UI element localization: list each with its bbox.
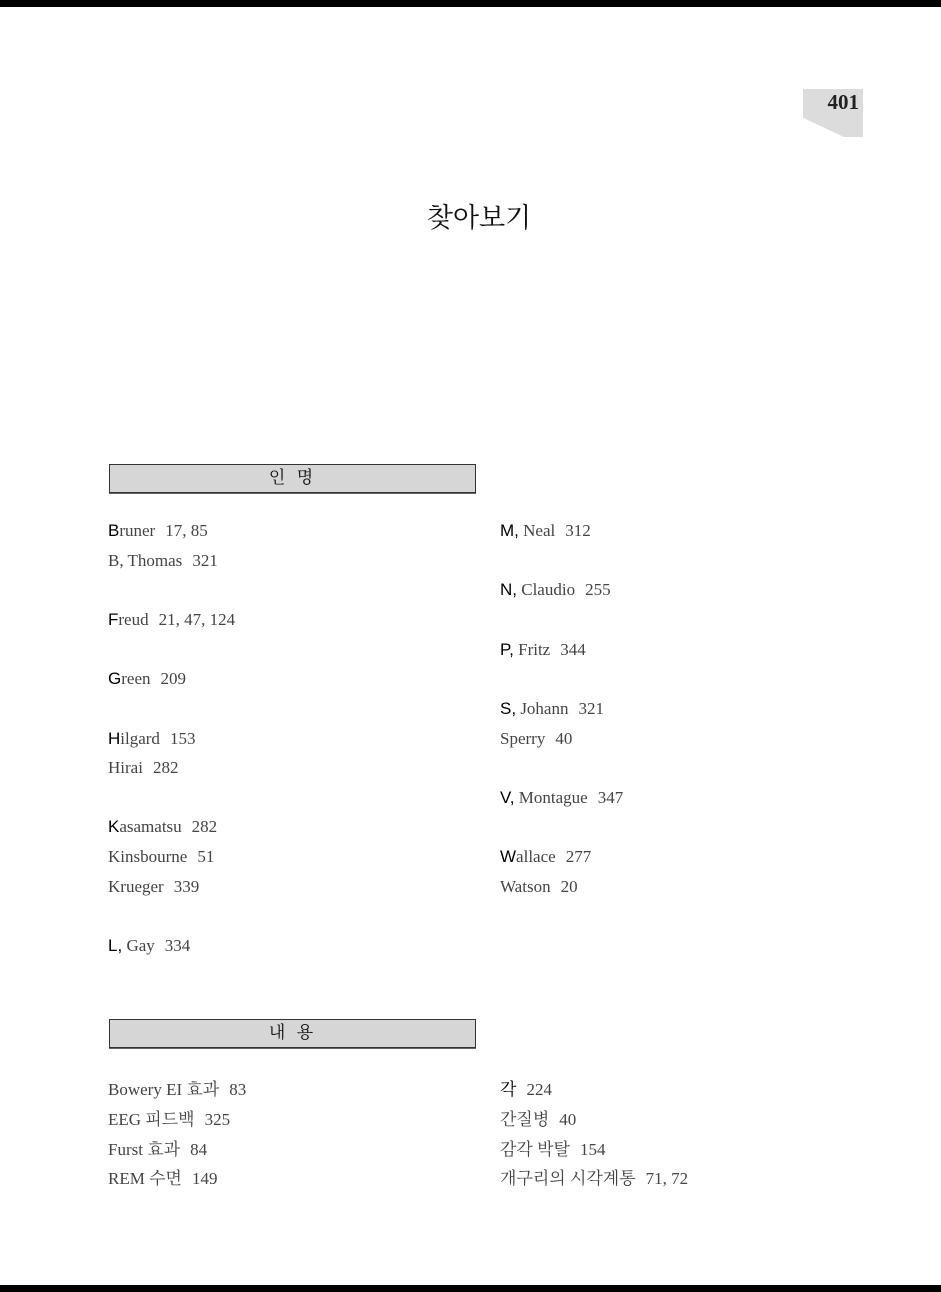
entry-term: Neal (518, 521, 556, 540)
entry-initial: P, (500, 640, 514, 659)
section-heading-names: 인 명 (109, 464, 476, 493)
entry-term: ilgard (120, 729, 160, 748)
entry-term: Hirai (108, 758, 143, 777)
entry-pages: 17, 85 (165, 521, 208, 540)
entry-initial: S, (500, 699, 517, 718)
index-entry (500, 876, 578, 898)
entry-term: Furst 효과 (108, 1140, 181, 1159)
entry-pages: 224 (526, 1080, 552, 1099)
entry-term: Watson (500, 877, 551, 896)
entry-term: Sperry (500, 729, 546, 748)
index-entry (108, 757, 178, 779)
index-entry (108, 876, 199, 898)
index-entry (500, 728, 572, 750)
entry-pages: 40 (559, 1110, 577, 1129)
entry-term: B, Thomas (108, 551, 183, 570)
index-entry (500, 579, 611, 601)
index-entry (108, 935, 190, 957)
entry-term: runer (119, 521, 156, 540)
index-entry (108, 846, 214, 868)
entry-initial: W (500, 847, 517, 866)
index-entry (108, 1139, 207, 1161)
entry-pages: 339 (173, 877, 200, 896)
entry-term: asamatsu (119, 817, 182, 836)
entry-pages: 20 (560, 877, 578, 896)
entry-term: allace (516, 847, 556, 866)
entry-term: 감각 박탈 (500, 1140, 570, 1159)
entry-pages: 153 (169, 729, 196, 748)
index-entry (500, 787, 623, 809)
entry-initial: V, (500, 788, 515, 807)
index-entry (500, 1168, 688, 1190)
index-entry (500, 846, 591, 868)
entry-initial: N, (500, 580, 517, 599)
entry-term: Kinsbourne (108, 847, 188, 866)
index-entry (108, 550, 218, 572)
entry-initial: F (108, 610, 119, 629)
entry-pages: 84 (190, 1140, 208, 1159)
entry-pages: 334 (164, 936, 191, 955)
bottom-border (0, 1285, 941, 1292)
entry-term: Johann (516, 699, 569, 718)
entry-pages: 51 (197, 847, 215, 866)
entry-term: Montague (514, 788, 588, 807)
page-title: 찾아보기 (426, 203, 532, 234)
section-heading-contents: 내 용 (109, 1019, 476, 1048)
entry-initial: B (108, 521, 120, 540)
entry-initial: G (108, 669, 122, 688)
index-entry (500, 1139, 605, 1161)
index-entry (500, 639, 586, 661)
index-entry (108, 1109, 230, 1131)
index-entry (108, 668, 186, 690)
entry-term: reen (121, 669, 151, 688)
index-entry (500, 698, 604, 720)
entry-initial: M, (500, 521, 519, 540)
entry-pages: 40 (555, 729, 573, 748)
entry-pages: 282 (152, 758, 179, 777)
entry-pages: 277 (565, 847, 592, 866)
entry-pages: 321 (192, 551, 218, 570)
index-entry (108, 1168, 217, 1190)
entry-pages: 347 (597, 788, 624, 807)
entry-pages: 282 (191, 817, 218, 836)
entry-term: Gay (122, 936, 155, 955)
entry-pages: 71, 72 (645, 1169, 689, 1188)
index-entry (500, 520, 591, 542)
entry-pages: 154 (579, 1140, 606, 1159)
entry-pages: 83 (229, 1080, 247, 1099)
index-entry (500, 1109, 576, 1131)
entry-term: 간질병 (500, 1110, 550, 1129)
entry-initial: L, (108, 936, 123, 955)
page-number: 401 (827, 90, 859, 114)
entry-pages: 344 (560, 640, 586, 659)
entry-term: Claudio (517, 580, 576, 599)
index-entry (108, 816, 217, 838)
entry-pages: 255 (585, 580, 611, 599)
entry-initial: K (108, 817, 120, 836)
entry-initial: H (108, 729, 121, 748)
entry-pages: 312 (565, 521, 591, 540)
index-entry (108, 728, 195, 750)
entry-pages: 325 (204, 1110, 231, 1129)
entry-initial: 각 (500, 1080, 517, 1099)
entry-term: 개구리의 시각계통 (500, 1169, 636, 1188)
entry-term: EEG 피드백 (108, 1110, 195, 1129)
index-entry (108, 1079, 246, 1101)
entry-term: Bowery EI 효과 (108, 1080, 220, 1099)
index-entry (108, 609, 235, 631)
entry-pages: 209 (160, 669, 186, 688)
entry-pages: 21, 47, 124 (158, 610, 236, 629)
index-entry (500, 1079, 552, 1101)
entry-pages: 149 (191, 1169, 218, 1188)
index-entry (108, 520, 208, 542)
entry-term: REM 수면 (108, 1169, 182, 1188)
entry-term: Krueger (108, 877, 164, 896)
top-border (0, 0, 941, 7)
entry-pages: 321 (578, 699, 604, 718)
entry-term: reud (118, 610, 149, 629)
entry-term: Fritz (513, 640, 551, 659)
